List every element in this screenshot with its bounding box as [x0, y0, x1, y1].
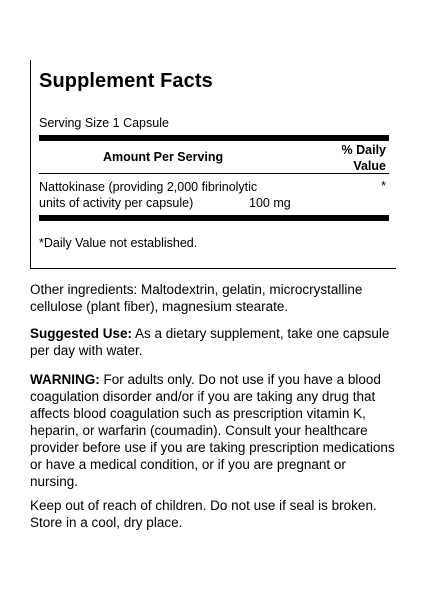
warning	[30, 371, 400, 490]
other-ingredients	[30, 281, 400, 315]
amount-per-serving-header: Amount Per Serving	[103, 150, 224, 164]
supplement-facts-title: Supplement Facts	[39, 70, 213, 92]
warning-label: WARNING:	[30, 372, 100, 387]
divider-thick-top	[39, 135, 389, 141]
daily-value-header-line2: Value	[353, 159, 386, 173]
daily-value-header	[342, 142, 386, 174]
warning-line: provider before use if you are taking prescription medications	[30, 440, 395, 455]
divider-thin	[39, 173, 389, 174]
ingredient-daily-value: *	[381, 179, 386, 193]
suggested-use-text: As a dietary supplement, take one capsule	[132, 326, 390, 341]
ingredient-name-line2: units of activity per capsule)	[39, 196, 194, 210]
warning-line: or have a medical condition, or if you are pregnant or	[30, 457, 346, 472]
suggested-use	[30, 325, 400, 359]
storage-line: Store in a cool, dry place.	[30, 515, 183, 530]
warning-line	[30, 371, 400, 388]
storage-instructions	[30, 497, 400, 531]
suggested-use-label: Suggested Use:	[30, 326, 133, 341]
warning-line: coagulation disorder and/or if you are taking any drug that	[30, 389, 376, 404]
warning-text: For adults only. Do not use if you have a blood	[99, 372, 381, 387]
divider-thick-bottom	[39, 215, 389, 221]
supplement-facts-panel	[30, 60, 396, 269]
warning-line: affects blood coagulation such as prescription vitamin K,	[30, 406, 366, 421]
ingredient-amount: 100 mg	[249, 196, 291, 210]
warning-line: heparin, or warfarin (coumadin). Consult your healthcare	[30, 423, 368, 438]
daily-value-footnote: *Daily Value not established.	[39, 236, 198, 250]
ingredient-name-line1: Nattokinase (providing 2,000 fibrinolytic	[39, 180, 258, 194]
serving-size: Serving Size 1 Capsule	[39, 116, 169, 130]
daily-value-header-line1: % Daily	[341, 143, 386, 157]
suggested-use-line: per day with water.	[30, 343, 143, 358]
warning-line: nursing.	[30, 474, 79, 489]
storage-line: Keep out of reach of children. Do not use if seal is broken.	[30, 498, 377, 513]
other-ingredients-line: cellulose (plant fiber), magnesium stearate.	[30, 299, 289, 314]
suggested-use-line	[30, 325, 400, 342]
other-ingredients-line: Other ingredients: Maltodextrin, gelatin, microcrystalline	[30, 282, 363, 297]
